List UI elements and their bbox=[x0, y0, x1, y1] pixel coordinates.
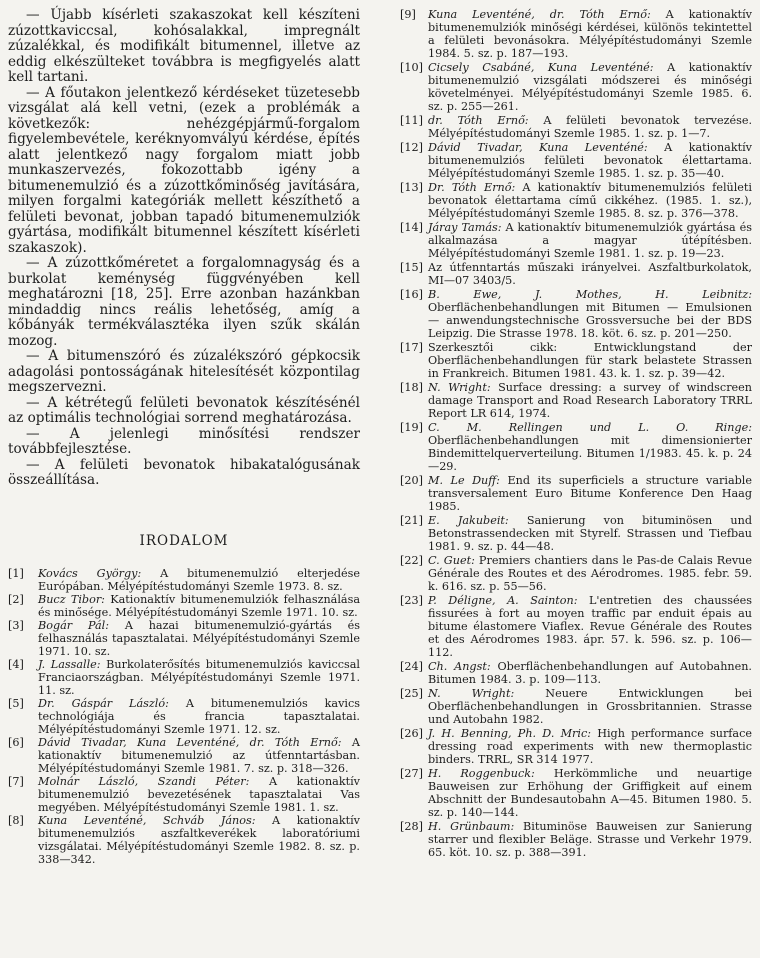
reference-author: M. Le Duff: bbox=[428, 474, 500, 487]
reference-text: A kationaktív bitumenemulziós aszfaltkeverékek laboratóriumi vizsgálatai. Mélyépítéstudományi Szemle 1982. 8. sz. p. 338—342. bbox=[38, 813, 361, 866]
reference-text: Oberflächenbehandlungen mit dimensionierter Bindemittelquerverteilung. Bitumen 1/1983. 45. k. p. 24—29. bbox=[428, 434, 752, 473]
reference-text: A bitumenemulziós kavics technológiája és francia tapasztalatai. Mélyépítéstudományi Szemle 1971. 12. sz. bbox=[38, 696, 360, 736]
reference-author: H. Grünbaum: bbox=[428, 820, 515, 833]
reference-text: Neuere Entwicklungen bei Oberflächenbehandlungen in Grossbritannien. Strasse und Autobahn 1982. bbox=[428, 687, 752, 726]
reference-number: [7] bbox=[8, 774, 24, 788]
body-paragraph: — A jelenlegi minősítési rendszer továbbfejlesztése. bbox=[8, 425, 360, 457]
body-text bbox=[8, 8, 360, 489]
reference-text: A felületi bevonatok tervezése. Mélyépítéstudományi Szemle 1985. 1. sz. p. 1—7. bbox=[428, 114, 753, 140]
reference-item bbox=[400, 474, 752, 513]
references-heading: IRODALOM bbox=[139, 532, 229, 549]
reference-item bbox=[400, 767, 752, 819]
left-column bbox=[8, 8, 360, 866]
body-paragraph: — A bitumenszóró és zúzalékszóró gépkocsik adagolási pontosságának hitelesítését központilag megszervezni. bbox=[8, 348, 360, 395]
reference-author: Bogár Pál: bbox=[38, 618, 109, 632]
reference-item bbox=[400, 261, 752, 287]
reference-author: Bucz Tibor: bbox=[38, 592, 105, 606]
reference-item bbox=[400, 114, 752, 140]
reference-item bbox=[400, 381, 752, 420]
body-paragraph: — A kétrétegű felületi bevonatok készítésénél az optimális technológiai sorrend meghatározása. bbox=[8, 394, 360, 426]
reference-text: Burkolaterősítés bitumenemulziós kaviccsal Franciaországban. Mélyépítéstudományi Szemle 1971. 11. sz. bbox=[38, 657, 360, 697]
reference-author: C. Guet: bbox=[428, 554, 475, 567]
reference-text: Premiers chantiers dans le Pas-de Calais Revue Générale des Routes et des Aérodromes. 1985. febr. 59. k. 616. sz. p. 55—56. bbox=[428, 554, 752, 593]
reference-item bbox=[400, 8, 752, 60]
reference-text: Kationaktív bitumenemulziók felhasználása és minősége. Mélyépítéstudományi Szemle 1971. 10. sz. bbox=[38, 592, 361, 619]
reference-item bbox=[400, 660, 752, 686]
reference-text: A kationaktív bitumenemulziók gyártása és alkalmazása a magyar útépítésben. Mélyépítéstudományi Szemle 1981. 1. sz. p. 19—23. bbox=[428, 221, 753, 260]
reference-author: Kovács György: bbox=[38, 566, 142, 580]
reference-author: dr. Tóth Ernő: bbox=[428, 114, 529, 127]
reference-number: [27] bbox=[400, 767, 423, 780]
reference-text: Herkömmliche und neuartige Bauweisen zur Erhöhung der Griffigkeit auf einem Abschnitt der Bundesautobahn A—45. Bitumen 1980. 5. sz. p. 140—144. bbox=[428, 767, 752, 819]
reference-number: [4] bbox=[8, 657, 24, 671]
reference-text: A kationaktív bitumenemulzió vizsgálati módszerei és minőségi követelményei. Mélyépítéstudományi Szemle 1985. 6. sz. p. 255—261. bbox=[428, 61, 752, 113]
reference-number: [25] bbox=[400, 687, 423, 700]
reference-item bbox=[400, 687, 752, 726]
reference-author: Dr. Tóth Ernő: bbox=[428, 181, 516, 194]
body-paragraph: — A főutakon jelentkező kérdéseket tüzetesebb vizsgálat alá kell vetni, (ezek a problémák a következők: nehézgépjármű-forgalom figyelembevétele, keréknyomvályú kérdése, építés alatt jelentkező nagy forgalom miatt jobb munkaszervezés, fokozottabb igény a bitumenemulzió és a zúzottkőminőség javítására, milyen forgalmi kategóriák mellett készíthető a felületi bevonat, jobban tapadó bitumenemulziók gyártása, modifikált bitumennel készített kísérleti szakaszok). bbox=[8, 84, 360, 256]
reference-item bbox=[8, 814, 360, 866]
reference-item bbox=[400, 421, 752, 473]
reference-author: C. M. Rellingen und L. O. Ringe: bbox=[428, 421, 752, 434]
reference-text: A hazai bitumenemulzió-gyártás és felhasználás tapasztalatai. Mélyépítéstudományi Szemle 1971. 10. sz. bbox=[38, 618, 361, 658]
reference-text: A kationaktív bitumenemulziós felületi bevonatok élettartama című cikkéhez. (1985. 1. sz.), Mélyépítéstudományi Szemle 1985. 8. sz. p. 376—378. bbox=[428, 181, 752, 220]
reference-item bbox=[400, 554, 752, 593]
reference-number: [13] bbox=[400, 181, 423, 194]
reference-item bbox=[400, 341, 752, 380]
body-paragraph: — Újabb kísérleti szakaszokat kell készíteni zúzottkaviccsal, kohósalakkal, impregnált zúzalékkal, és modifikált bitumennel, illetve az eddig elkészülteket továbbra is megfigyelés alatt kell tartani. bbox=[8, 7, 360, 85]
reference-author: J. Lassalle: bbox=[38, 657, 101, 671]
reference-number: [2] bbox=[8, 592, 24, 606]
reference-item bbox=[8, 619, 360, 658]
reference-item bbox=[400, 594, 752, 659]
reference-number: [28] bbox=[400, 820, 423, 833]
reference-number: [22] bbox=[400, 554, 423, 567]
reference-text: Szerkesztői cikk: Entwicklungstand der Oberflächenbehandlungen für stark belastete Strassen in Frankreich. Bitumen 1981. 43. k. 1. sz. p. 39—42. bbox=[428, 341, 752, 380]
reference-number: [12] bbox=[400, 141, 423, 154]
reference-author: N. Wright: bbox=[428, 687, 515, 700]
reference-text: A kationaktív bitumenemulzió bevezetésének tapasztalatai Vas megyében. Mélyépítéstudományi Szemle 1981. 1. sz. bbox=[38, 774, 360, 814]
reference-number: [6] bbox=[8, 735, 24, 749]
reference-number: [15] bbox=[400, 261, 423, 274]
reference-number: [24] bbox=[400, 660, 423, 673]
reference-text: A bitumenemulzió elterjedése Európában. Mélyépítéstudományi Szemle 1973. 8. sz. bbox=[38, 566, 360, 593]
reference-author: B. Ewe, J. Mothes, H. Leibnitz: bbox=[428, 288, 752, 301]
reference-number: [18] bbox=[400, 381, 423, 394]
reference-number: [21] bbox=[400, 514, 423, 527]
reference-number: [19] bbox=[400, 421, 423, 434]
reference-number: [8] bbox=[8, 813, 24, 827]
reference-number: [17] bbox=[400, 341, 423, 354]
reference-item bbox=[400, 514, 752, 553]
reference-text: Az útfenntartás műszaki irányelvei. Aszfaltburkolatok, MI—07 3403/5. bbox=[428, 261, 752, 287]
reference-number: [3] bbox=[8, 618, 24, 632]
reference-text: A kationaktív bitumenemulziós felületi bevonatok élettartama. Mélyépítéstudományi Szemle 1985. 1. sz. p. 35—40. bbox=[428, 141, 752, 180]
reference-author: P. Déligne, A. Sainton: bbox=[428, 594, 578, 607]
reference-item bbox=[400, 221, 752, 260]
reference-item bbox=[400, 61, 752, 113]
reference-list-left bbox=[8, 567, 360, 866]
reference-item bbox=[8, 567, 360, 593]
reference-author: Járay Tamás: bbox=[428, 221, 502, 234]
reference-text: End its superficiels a structure variable transversalement Euro Bitume Konference Den Haag 1985. bbox=[428, 474, 752, 513]
reference-text: High performance surface dressing road experiments with new thermoplastic binders. TRRL, SR 314 1977. bbox=[428, 727, 752, 766]
reference-text: Oberflächenbehandlungen mit Bitumen — Emulsionen — anwendungstechnische Grossversuche bei der BDS Leipzig. Die Strasse 1978. 18. köt. 6. sz. p. 201—250. bbox=[428, 301, 752, 340]
reference-author: N. Wright: bbox=[428, 381, 491, 394]
body-paragraph: — A zúzottkőméretet a forgalomnagyság és a burkolat keménység függvényében kell meghatározni [18, 25]. Erre azonban hazánkban mindaddig nincs reális lehetőség, amíg a kőbányák termékválasztéka ilyen szűk skálán mozog. bbox=[8, 255, 360, 349]
reference-text: Surface dressing: a survey of windscreen damage Transport and Road Research Laboratory TRRL Report LR 614, 1974. bbox=[428, 381, 752, 420]
reference-number: [26] bbox=[400, 727, 423, 740]
reference-item bbox=[400, 181, 752, 220]
reference-item bbox=[400, 288, 752, 340]
reference-number: [23] bbox=[400, 594, 423, 607]
reference-number: [5] bbox=[8, 696, 24, 710]
reference-item bbox=[8, 593, 360, 619]
reference-item bbox=[400, 727, 752, 766]
reference-author: Cicsely Csabáné, Kuna Leventéné: bbox=[428, 61, 654, 74]
reference-number: [14] bbox=[400, 221, 423, 234]
reference-author: Molnár László, Szandi Péter: bbox=[38, 774, 250, 788]
reference-author: Ch. Angst: bbox=[428, 660, 491, 673]
reference-item bbox=[8, 736, 360, 775]
reference-author: Kuna Leventéné, dr. Tóth Ernő: bbox=[428, 8, 651, 21]
reference-number: [1] bbox=[8, 566, 24, 580]
reference-number: [16] bbox=[400, 288, 423, 301]
reference-list-right bbox=[400, 8, 752, 859]
reference-number: [9] bbox=[400, 8, 416, 21]
reference-text: A kationaktív bitumenemulzió az útfenntartásban. Mélyépítéstudományi Szemle 1981. 7. sz. p. 318—326. bbox=[38, 735, 360, 775]
reference-number: [10] bbox=[400, 61, 423, 74]
reference-author: E. Jakubeit: bbox=[428, 514, 509, 527]
reference-author: J. H. Benning, Ph. D. Mric: bbox=[428, 727, 592, 740]
reference-text: L'entretien des chaussées fissurées à fort au moyen traffic par enduit épais au bitume élastomere Viaflex. Revue Générale des Routes et des Aérodromes 1983. ápr. 57. k. 596. sz. p. 106—112. bbox=[428, 594, 752, 659]
reference-text: A kationaktív bitumenemulziók minőségi kérdései, különös tekintettel a felületi bevonásokra. Mélyépítéstudományi Szemle 1984. 5. sz. p. 187—193. bbox=[428, 8, 752, 60]
reference-text: Sanierung von bituminösen und Betonstrassendecken mit Styrelf. Strassen und Tiefbau 1981. 9. sz. p. 44—48. bbox=[428, 514, 752, 553]
body-paragraph: — A felületi bevonatok hibakatalógusának összeállítása. bbox=[8, 456, 360, 488]
reference-number: [20] bbox=[400, 474, 423, 487]
reference-item bbox=[8, 775, 360, 814]
reference-number: [11] bbox=[400, 114, 423, 127]
reference-author: H. Roggenbuck: bbox=[428, 767, 535, 780]
right-column bbox=[400, 8, 752, 860]
reference-author: Dr. Gáspár László: bbox=[38, 696, 169, 710]
reference-author: Dávid Tivadar, Kuna Leventéné: bbox=[428, 141, 648, 154]
reference-author: Kuna Leventéné, Schváb János: bbox=[38, 813, 256, 827]
reference-text: Oberflächenbehandlungen auf Autobahnen. Bitumen 1984. 3. p. 109—113. bbox=[428, 660, 752, 686]
reference-item bbox=[8, 658, 360, 697]
reference-item bbox=[400, 820, 752, 859]
reference-item bbox=[8, 697, 360, 736]
reference-text: Bituminöse Bauweisen zur Sanierung starrer und flexibler Beläge. Strasse und Verkehr 1979. 65. köt. 10. sz. p. 388—391. bbox=[428, 820, 752, 859]
reference-author: Dávid Tivadar, Kuna Leventéné, dr. Tóth Ernő: bbox=[38, 735, 342, 749]
reference-item bbox=[400, 141, 752, 180]
